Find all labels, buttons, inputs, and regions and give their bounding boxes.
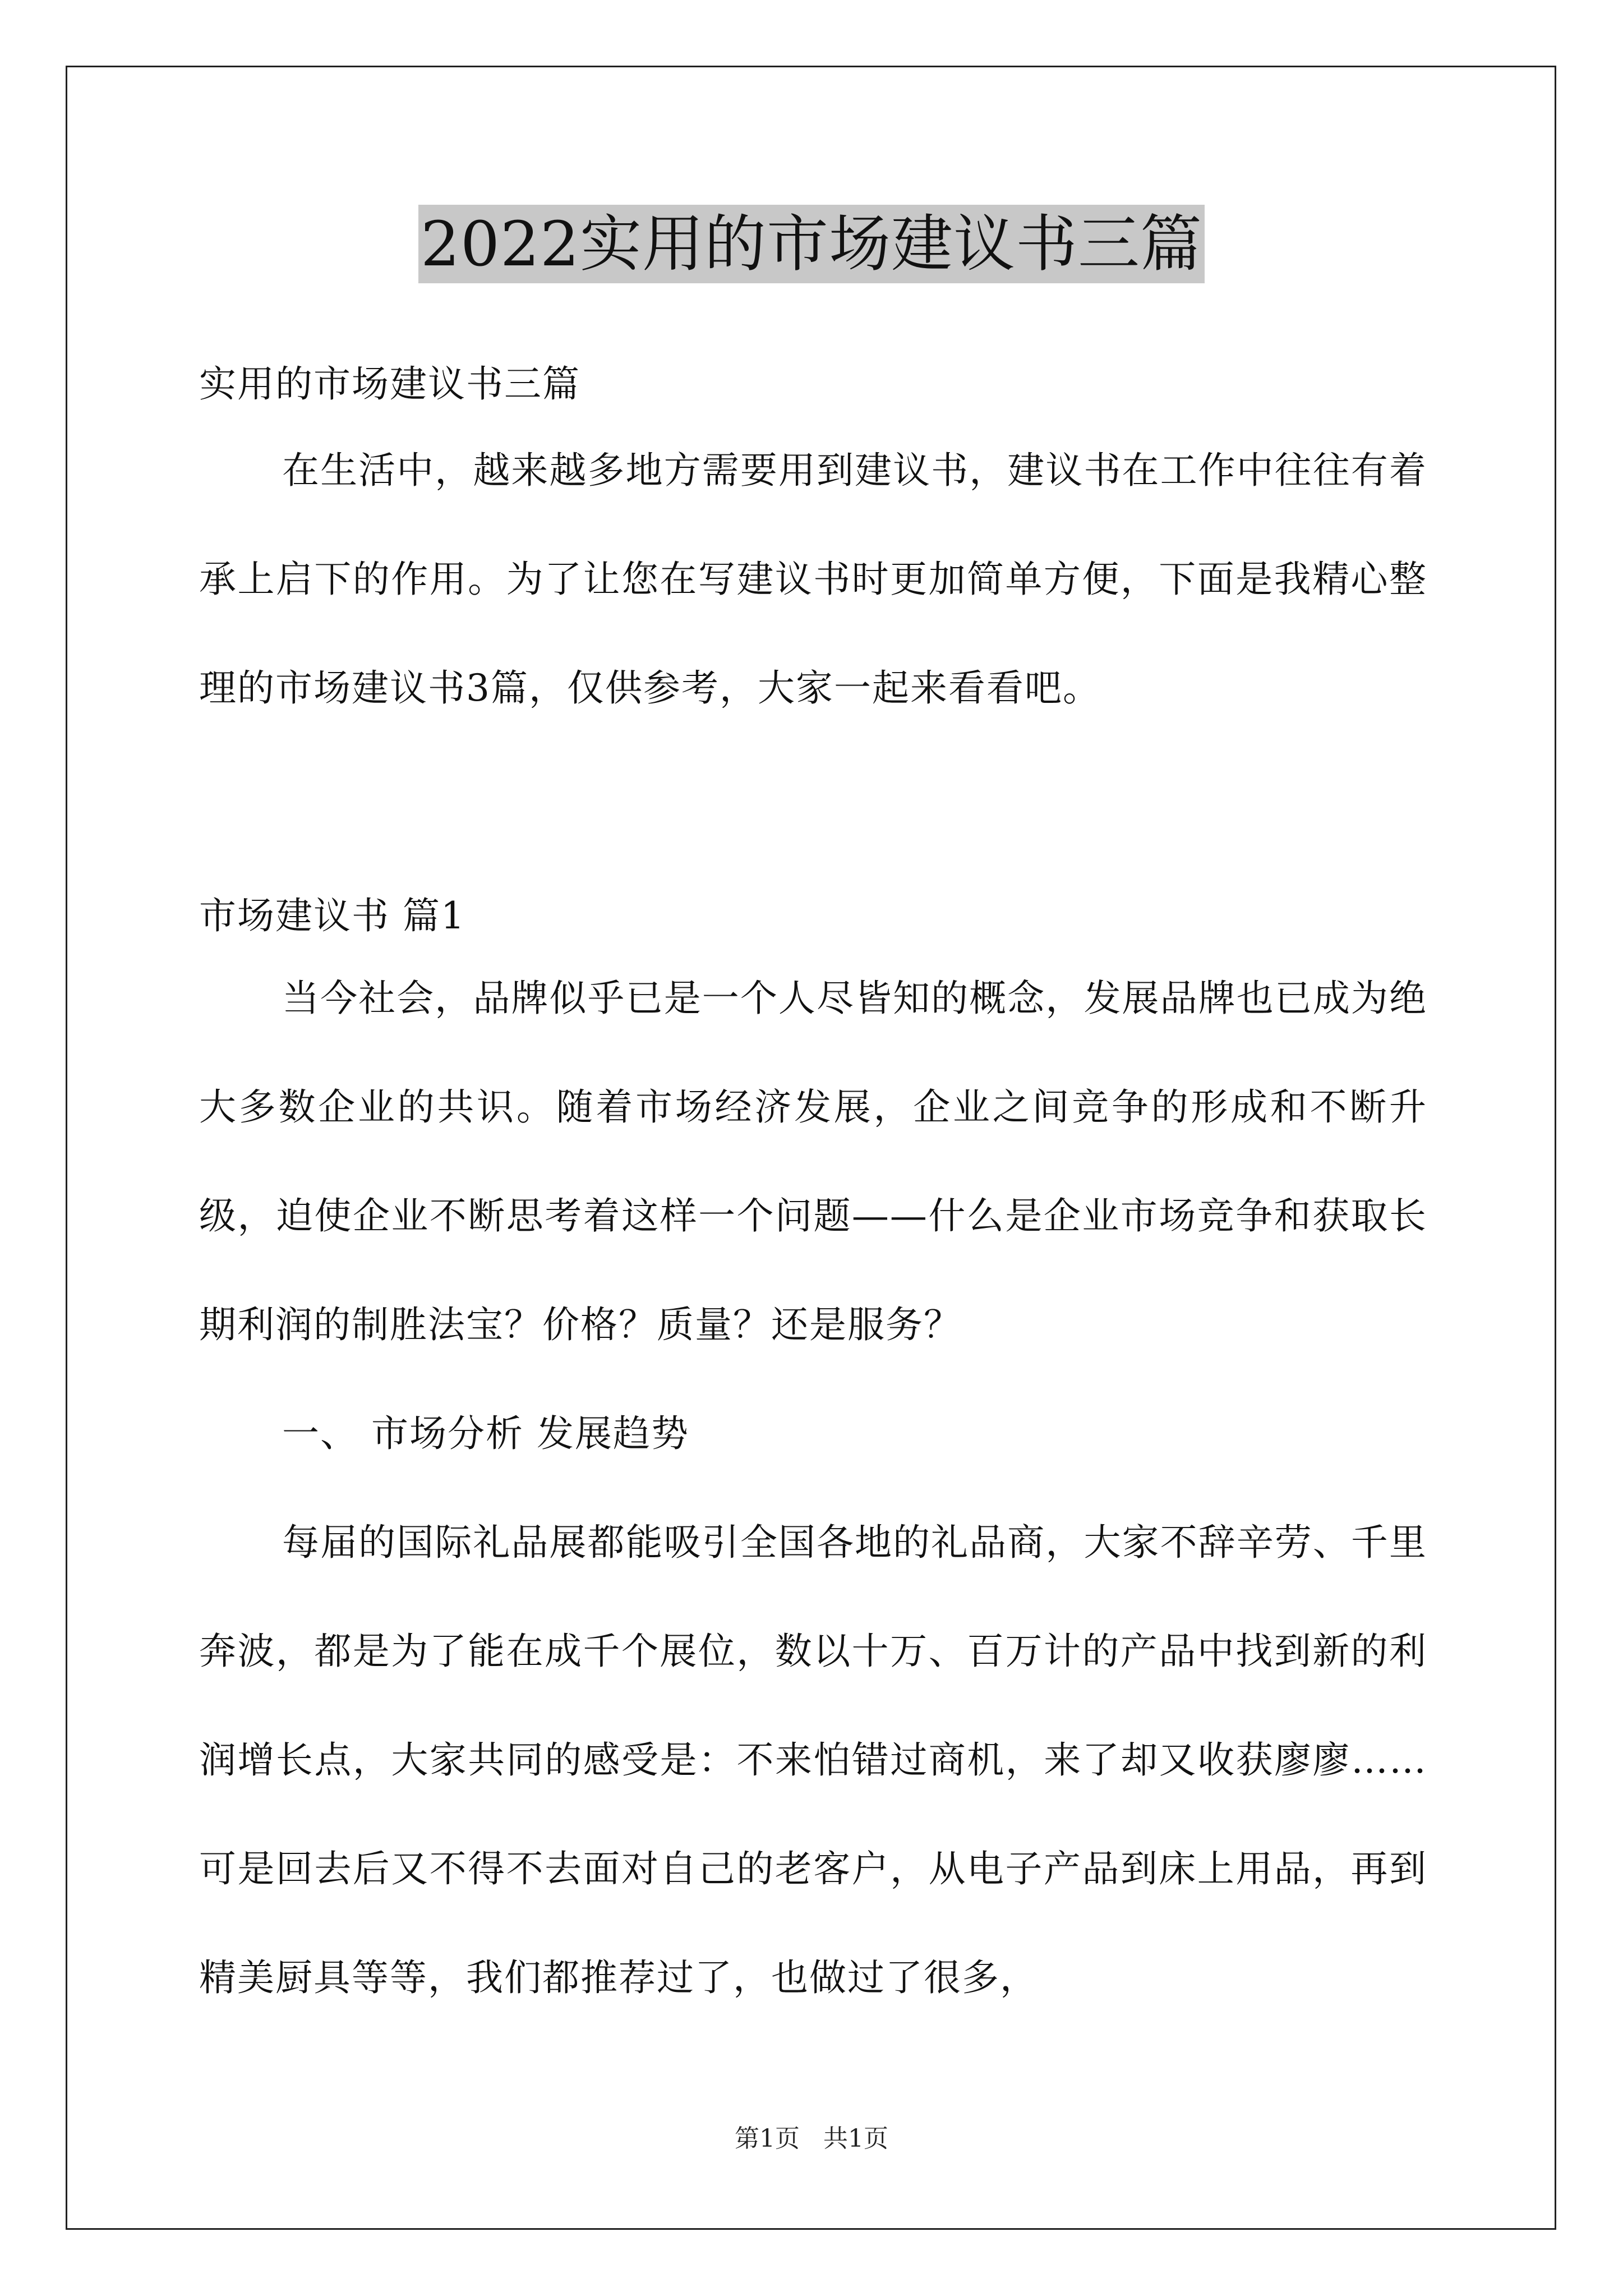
intro-paragraph: 在生活中，越来越多地方需要用到建议书，建议书在工作中往往有着承上启下的作用。为了让您在写建议书时更加简单方便，下面是我精心整理的市场建议书3篇，仅供参考，大家一起来看看吧。: [199, 449, 1427, 710]
document-subtitle: 实用的市场建议书三篇: [199, 362, 580, 406]
section-heading: 市场建议书 篇1: [199, 894, 465, 937]
subtitle-block: [199, 362, 1427, 407]
title-container: [0, 205, 1623, 283]
section1-paragraph-1: 当今社会，品牌似乎已是一个人尽皆知的概念，发展品牌也已成为绝大多数企业的共识。随着市场经济发展，企业之间竞争的形成和不断升级，迫使企业不断思考着这样一个问题——什么是企业市场竞争和获取长期利润的制胜法宝？价格？质量？还是服务？: [199, 977, 1427, 1346]
section1-body: [199, 944, 1427, 2032]
page-number: 第1页: [735, 2124, 800, 2153]
page-footer: [0, 2122, 1623, 2156]
document-title: 2022实用的市场建议书三篇: [418, 205, 1205, 283]
section1-paragraph-2: 每届的国际礼品展都能吸引全国各地的礼品商，大家不辞辛劳、千里奔波，都是为了能在成千个展位，数以十万、百万计的产品中找到新的利润增长点，大家共同的感受是：不来怕错过商机，来了却又收获廖廖……可是回去后又不得不去面对自己的老客户，从电子产品到床上用品，再到精美厨具等等，我们都推荐过了，也做过了很多，: [199, 1521, 1427, 1999]
subheading-market-analysis: 一、 市场分析 发展趋势: [282, 1412, 689, 1455]
intro-block: [199, 416, 1427, 743]
page-total: 共1页: [823, 2124, 888, 2153]
section1-heading-block: [199, 894, 1427, 938]
